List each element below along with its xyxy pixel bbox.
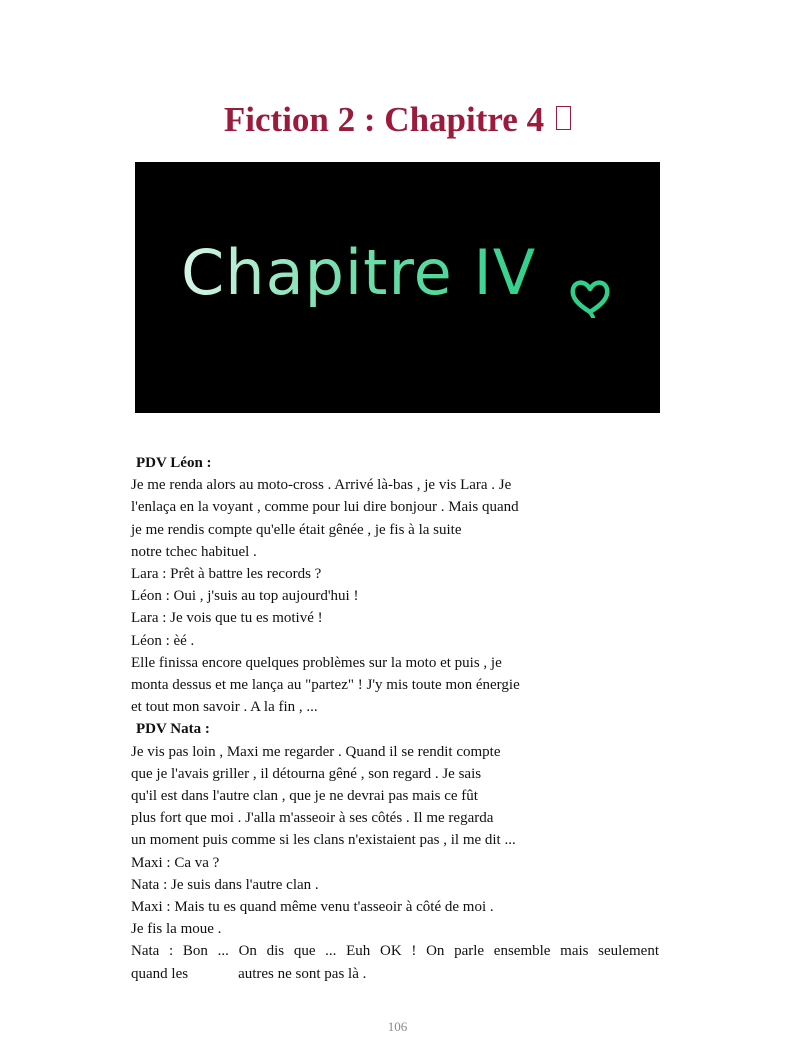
missing-glyph-icon bbox=[556, 106, 571, 130]
text-line: Maxi : Mais tu es quand même venu t'asseoir à côté de moi . bbox=[131, 899, 494, 916]
pov-heading-leon: PDV Léon : bbox=[136, 455, 212, 471]
text-line: Nata : Je suis dans l'autre clan . bbox=[131, 876, 319, 893]
text-line: Lara : Prêt à battre les records ? bbox=[131, 566, 322, 583]
text-line: qu'il est dans l'autre clan , que je ne devrai pas mais ce fût bbox=[131, 788, 478, 805]
text-fragment: quand les bbox=[131, 965, 189, 982]
page-number: 106 bbox=[387, 1019, 408, 1034]
text-line: Je me renda alors au moto-cross . Arrivé là-bas , je vis Lara . Je bbox=[131, 477, 512, 494]
text-line: monta dessus et me lança au "partez" ! J'y mis toute mon énergie bbox=[131, 677, 520, 694]
text-line: que je l'avais griller , il détourna gêné , son regard . Je sais bbox=[131, 765, 482, 782]
text-line: plus fort que moi . J'alla m'asseoir à ses côtés . Il me regarda bbox=[131, 810, 494, 827]
chapter-banner-image bbox=[135, 162, 660, 413]
text-line: Elle finissa encore quelques problèmes sur la moto et puis , je bbox=[131, 654, 502, 671]
page-title bbox=[0, 100, 795, 140]
text-line: l'enlaça en la voyant , comme pour lui dire bonjour . Mais quand bbox=[131, 499, 519, 516]
text-line: Lara : Je vois que tu es motivé ! bbox=[131, 610, 323, 627]
text-line: et tout mon savoir . A la fin , ... bbox=[131, 699, 318, 716]
text-line: Léon : èé . bbox=[131, 632, 195, 649]
banner-text: Chapitre IV bbox=[181, 236, 537, 309]
text-line-justified: Nata : Bon ... On dis que ... Euh OK ! On parle ensemble mais seulement bbox=[131, 943, 659, 960]
text-line: un moment puis comme si les clans n'existaient pas , il me dit ... bbox=[131, 832, 516, 849]
text-line: Je fis la moue . bbox=[131, 921, 222, 938]
text-line: je me rendis compte qu'elle était gênée , je fis à la suite bbox=[131, 521, 462, 538]
story-text bbox=[131, 452, 659, 985]
text-line: notre tchec habituel . bbox=[131, 543, 257, 560]
page-title-text: Fiction 2 : Chapitre 4 bbox=[223, 100, 545, 139]
pov-heading-nata: PDV Nata : bbox=[136, 721, 210, 738]
text-line-last bbox=[131, 963, 659, 985]
text-line: Léon : Oui , j'suis au top aujourd'hui ! bbox=[131, 588, 359, 605]
heart-icon bbox=[565, 272, 615, 318]
text-line: Je vis pas loin , Maxi me regarder . Quand il se rendit compte bbox=[131, 743, 501, 760]
text-line: Maxi : Ca va ? bbox=[131, 854, 220, 871]
text-fragment: autres ne sont pas là . bbox=[238, 965, 367, 982]
